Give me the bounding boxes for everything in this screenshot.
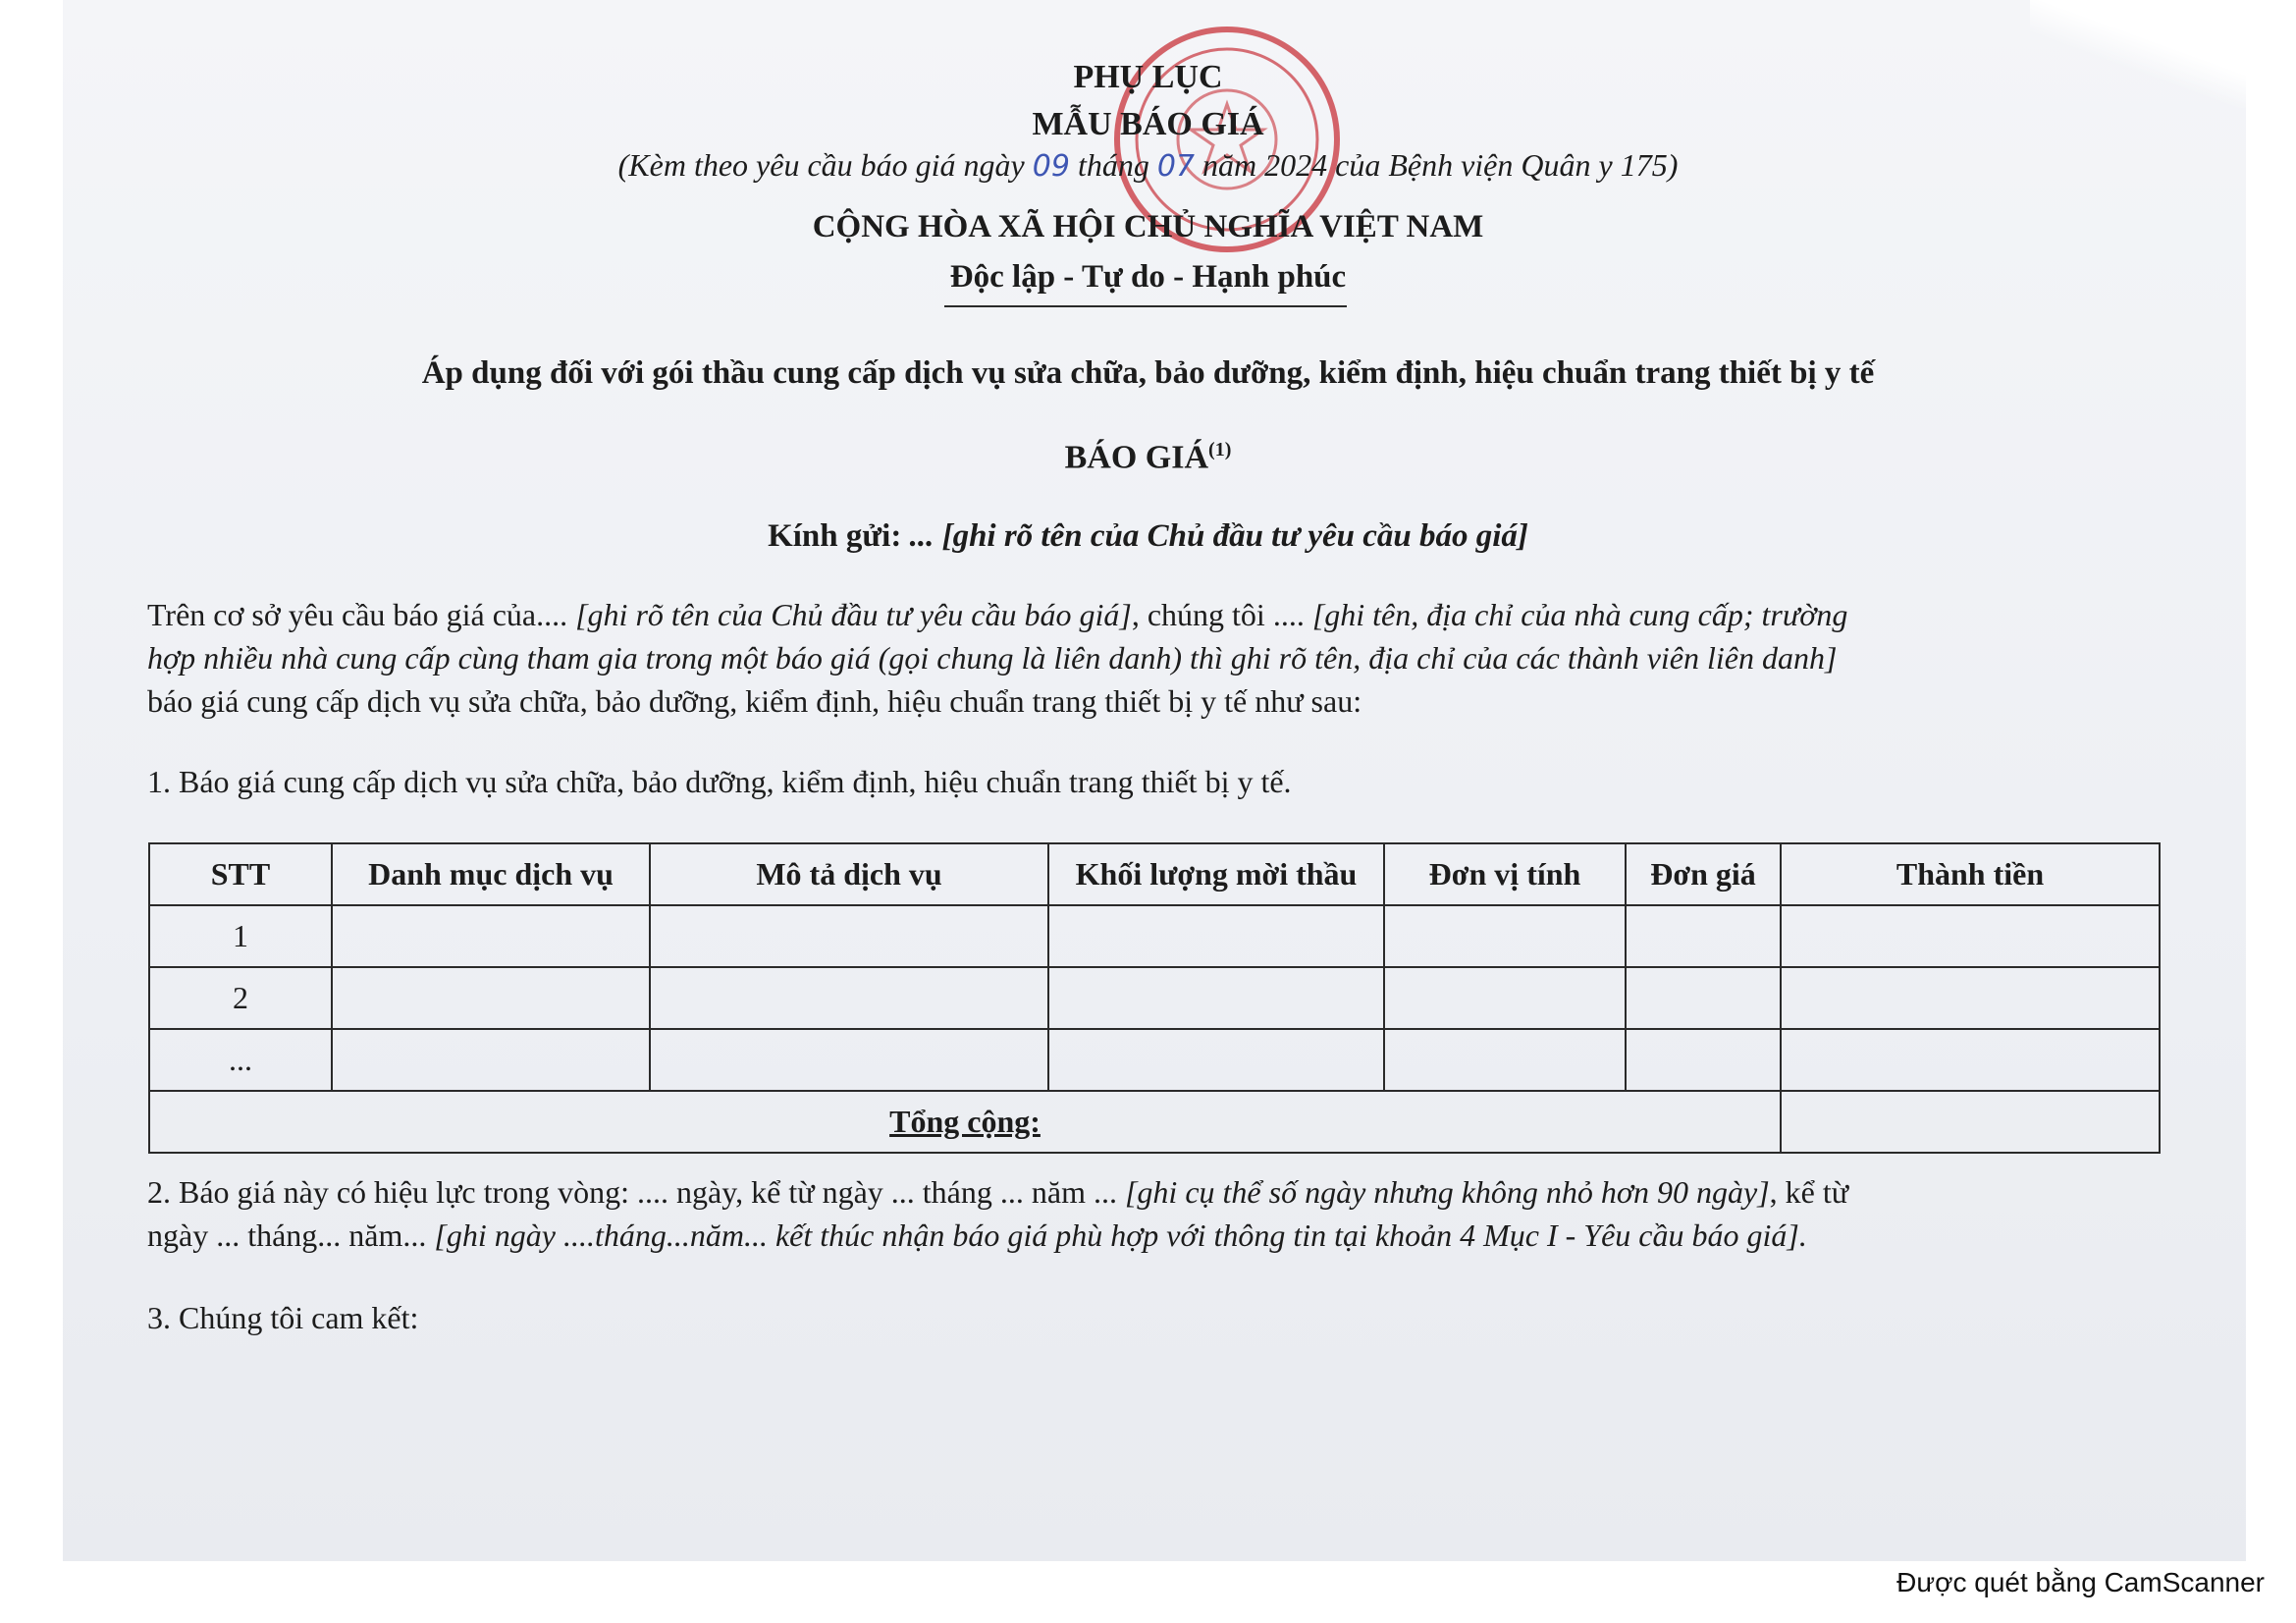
intro-text-a: Trên cơ sở yêu cầu báo giá của.... — [147, 597, 576, 632]
applies-to-line: Áp dụng đối với gói thầu cung cấp dịch vụ sửa chữa, bảo dưỡng, kiểm định, hiệu chuẩn trang thiết bị y tế — [421, 355, 1875, 391]
table-cell — [650, 905, 1048, 967]
table-cell — [1781, 1029, 2160, 1091]
table-cell — [650, 967, 1048, 1029]
attached-prefix: (Kèm theo yêu cầu báo giá ngày — [617, 147, 1025, 183]
column-header: Thành tiền — [1781, 843, 2160, 905]
addressee-value: ... [ghi rõ tên của Chủ đầu tư yêu cầu báo giá] — [909, 518, 1528, 554]
appendix-title: PHỤ LỤC — [1073, 59, 1223, 95]
table-cell — [1384, 967, 1626, 1029]
table-cell — [1384, 905, 1626, 967]
table-cell — [332, 967, 650, 1029]
handwritten-month: 07 — [1156, 149, 1196, 184]
attached-month-word: tháng — [1077, 147, 1149, 183]
document-title-footnote: (1) — [1208, 439, 1232, 460]
table-row — [149, 1029, 2160, 1091]
intro-text-b: [ghi rõ tên của Chủ đầu tư yêu cầu báo giá] — [575, 597, 1132, 632]
quotation-table — [148, 842, 2161, 1154]
table-cell — [1626, 967, 1781, 1029]
addressee-prefix: Kính gửi: — [768, 518, 902, 554]
section-2-text-a: 2. Báo giá này có hiệu lực trong vòng: .... ngày, kể từ ngày ... tháng ... năm ... — [147, 1174, 1125, 1210]
intro-line-3: báo giá cung cấp dịch vụ sửa chữa, bảo dưỡng, kiểm định, hiệu chuẩn trang thiết bị y tế như sau: — [147, 683, 1362, 719]
table-cell — [650, 1029, 1048, 1091]
table-row — [149, 967, 2160, 1029]
intro-text-c: , chúng tôi .... — [1131, 597, 1312, 632]
table-cell-stt: 1 — [149, 905, 332, 967]
total-label: Tổng cộng: — [149, 1091, 1781, 1153]
table-cell — [1626, 1029, 1781, 1091]
scanner-watermark: Được quét bằng CamScanner — [1896, 1567, 2265, 1597]
form-title: MẪU BÁO GIÁ — [1032, 106, 1264, 142]
column-header: Đơn vị tính — [1384, 843, 1626, 905]
table-cell — [1048, 967, 1384, 1029]
section-2-line-1 — [147, 1174, 1848, 1211]
nation-name: CỘNG HÒA XÃ HỘI CHỦ NGHĨA VIỆT NAM — [812, 209, 1484, 244]
section-2-text-b: [ghi cụ thể số ngày nhưng không nhỏ hơn 90 ngày] — [1124, 1174, 1770, 1210]
table-cell — [332, 1029, 650, 1091]
document-title-text: BÁO GIÁ — [1064, 439, 1209, 476]
motto: Độc lập - Tự do - Hạnh phúc — [949, 259, 1347, 295]
table-cell-stt: ... — [149, 1029, 332, 1091]
table-cell — [1781, 905, 2160, 967]
motto-underline — [944, 305, 1347, 307]
handwritten-day: 09 — [1032, 149, 1070, 184]
addressee-line — [0, 518, 2296, 555]
table-cell-stt: 2 — [149, 967, 332, 1029]
intro-text-d: [ghi tên, địa chỉ của nhà cung cấp; trường — [1311, 597, 1848, 632]
section-2-text-e: [ghi ngày ....tháng...năm... kết thúc nhận báo giá phù hợp với thông tin tại khoản 4 Mục I - Yêu cầu báo giá]. — [434, 1217, 1807, 1253]
table-row — [149, 905, 2160, 967]
intro-line-2: hợp nhiều nhà cung cấp cùng tham gia trong một báo giá (gọi chung là liên danh) thì ghi rõ tên, địa chỉ của các thành viên liên danh] — [147, 640, 1838, 676]
column-header: Đơn giá — [1626, 843, 1781, 905]
table-cell — [1048, 905, 1384, 967]
section-2-text-c: , kể từ — [1769, 1174, 1849, 1210]
section-2-text-d: ngày ... tháng... năm... — [147, 1217, 435, 1253]
attached-suffix: năm 2024 của Bệnh viện Quân y 175) — [1202, 147, 1679, 183]
column-header: STT — [149, 843, 332, 905]
section-1-heading: 1. Báo giá cung cấp dịch vụ sửa chữa, bảo dưỡng, kiểm định, hiệu chuẩn trang thiết bị y tế. — [147, 764, 1292, 799]
table-total-row — [149, 1091, 2160, 1153]
table-cell — [332, 905, 650, 967]
column-header: Danh mục dịch vụ — [332, 843, 650, 905]
column-header: Khối lượng mời thầu — [1048, 843, 1384, 905]
table-header-row — [149, 843, 2160, 905]
table-cell — [1626, 905, 1781, 967]
intro-line-1 — [147, 597, 1847, 633]
total-value-cell — [1781, 1091, 2160, 1153]
document-title — [0, 439, 2296, 476]
table-cell — [1781, 967, 2160, 1029]
attached-note — [0, 147, 2296, 184]
table-cell — [1048, 1029, 1384, 1091]
table-cell — [1384, 1029, 1626, 1091]
section-2-line-2 — [147, 1217, 1807, 1254]
section-3-heading: 3. Chúng tôi cam kết: — [147, 1300, 419, 1335]
column-header: Mô tả dịch vụ — [650, 843, 1048, 905]
